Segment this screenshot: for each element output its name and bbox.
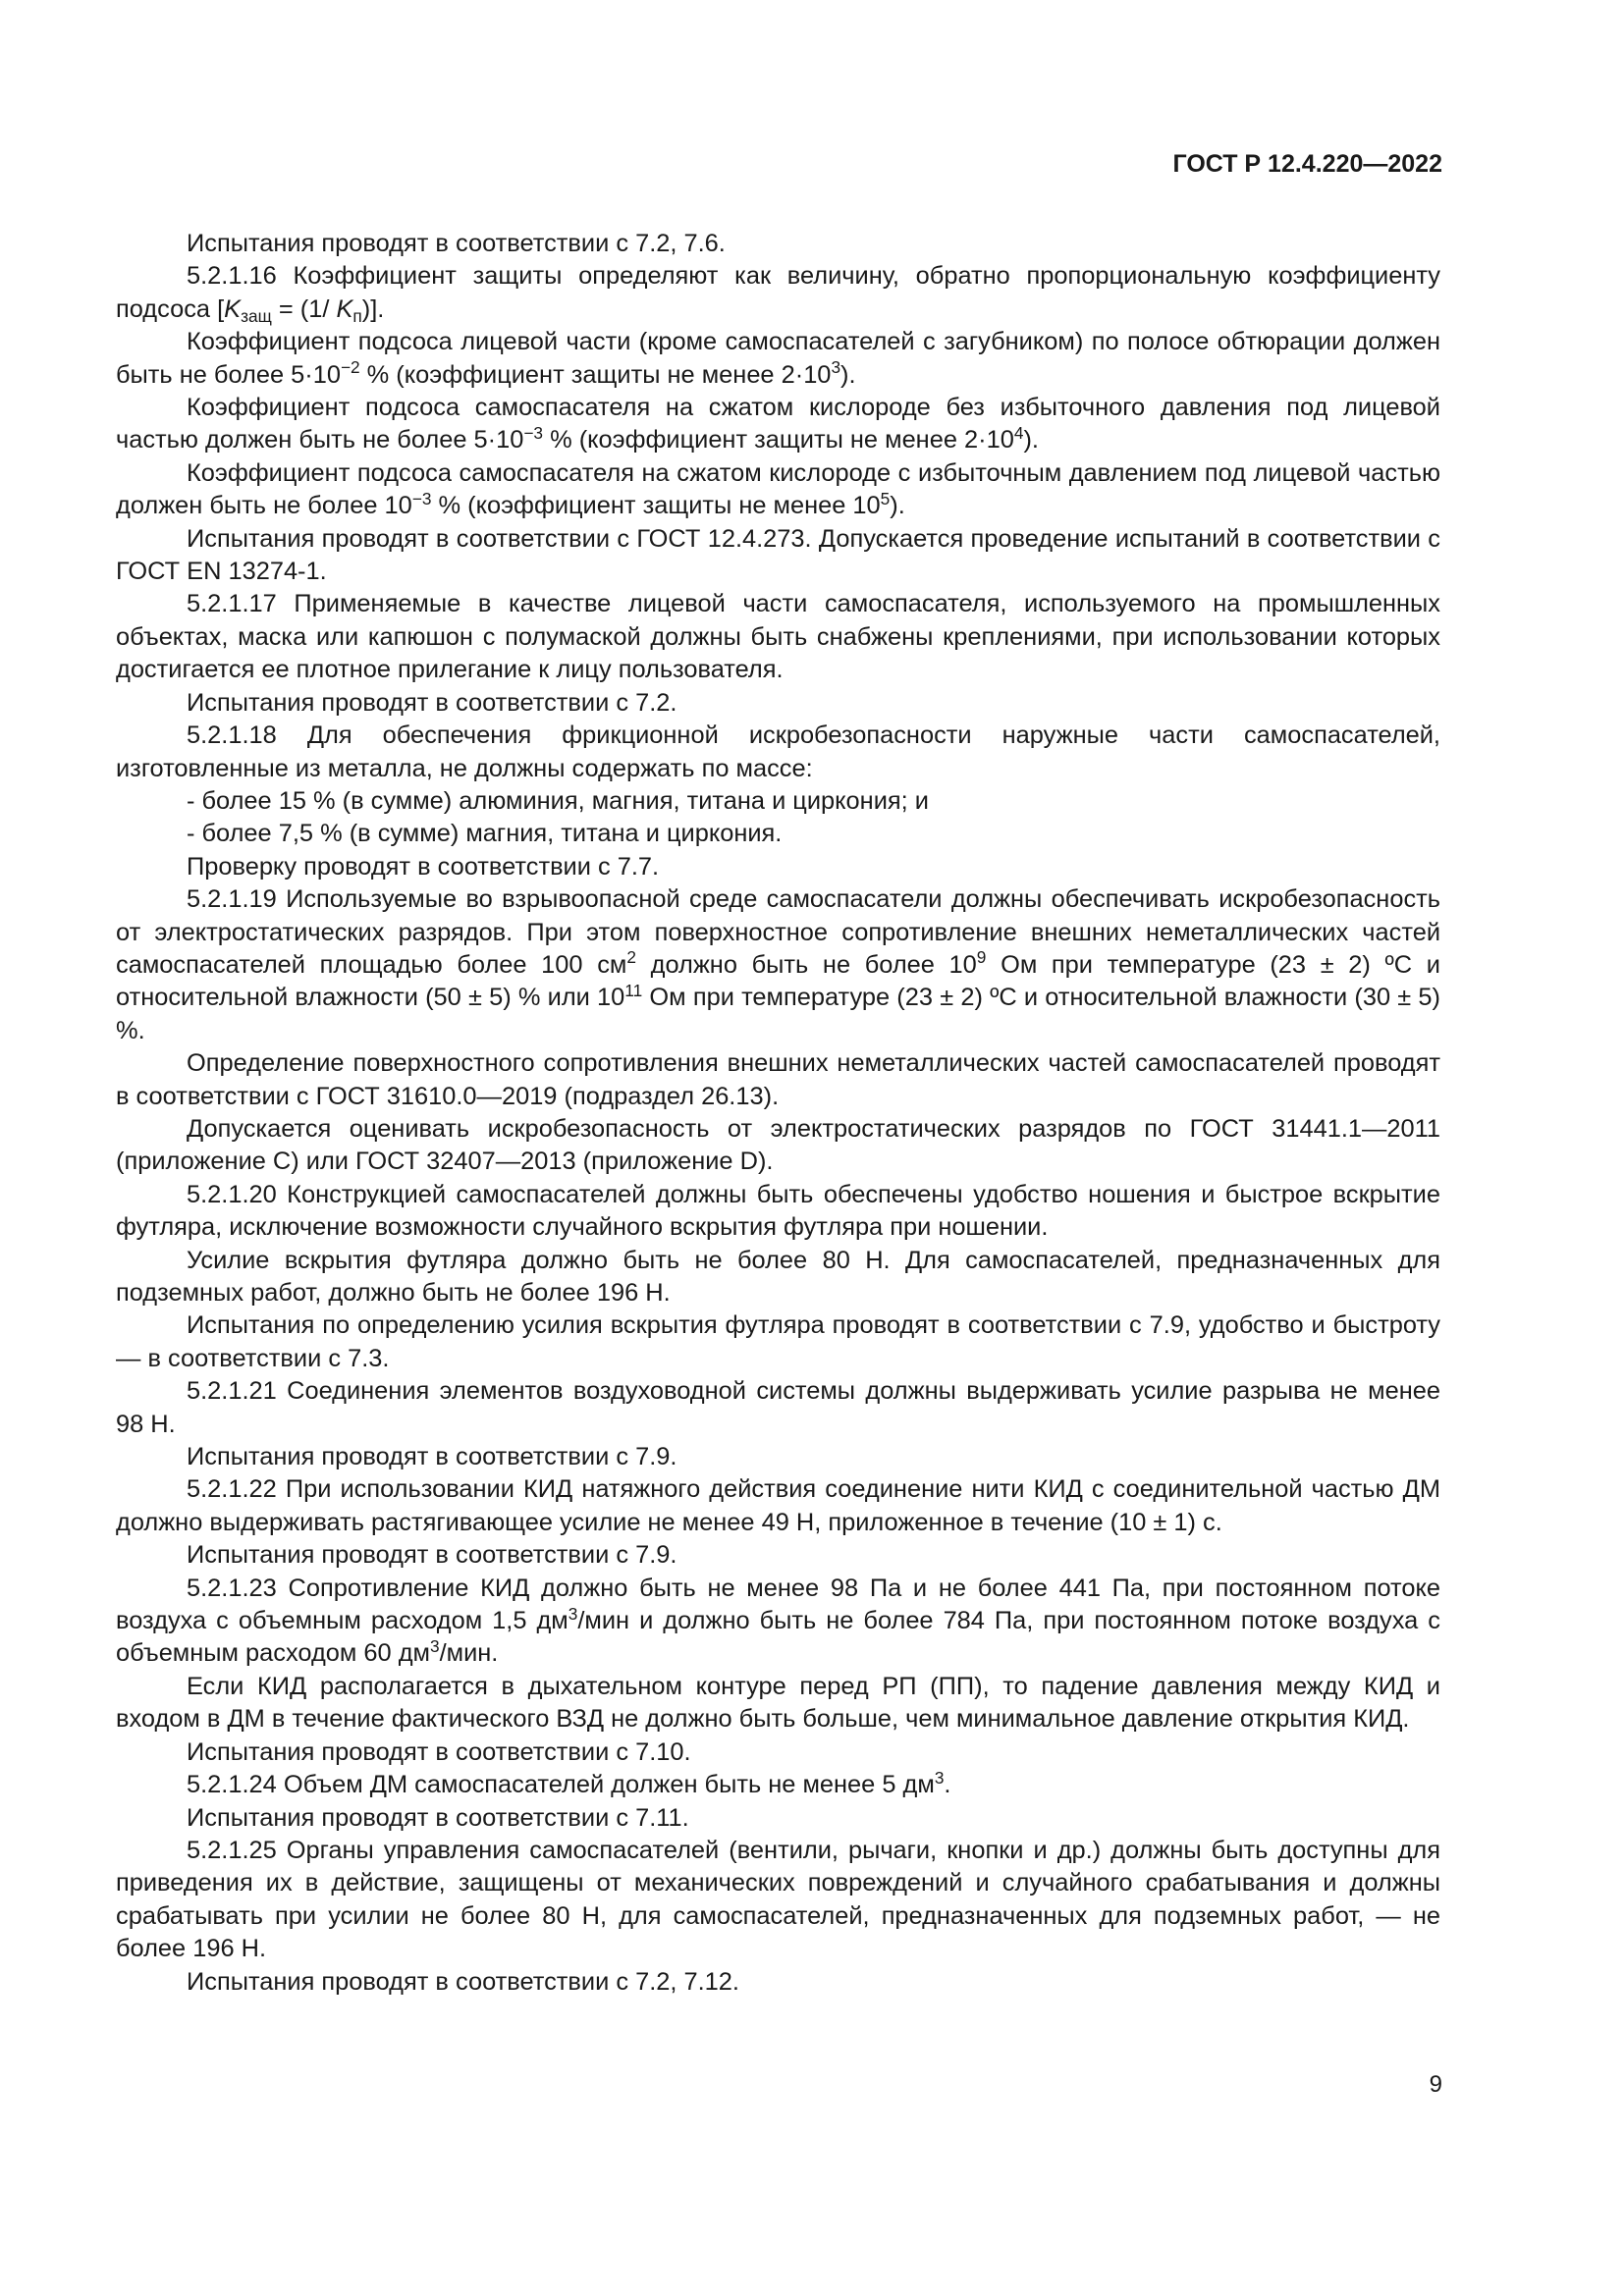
paragraph: Испытания проводят в соответствии с ГОСТ 12.4.273. Допускается проведение испытаний в соответствии с ГОСТ EN 13274-1. bbox=[116, 524, 1440, 586]
paragraph-5-2-1-18: 5.2.1.18 Для обеспечения фрикционной искробезопасности наружные части самоспасателей, изготовленные из металла, не должны содержать по массе: bbox=[116, 721, 1440, 782]
paragraph-5-2-1-21: 5.2.1.21 Соединения элементов воздуховодной системы должны выдерживать усилие разрыва не менее 98 Н. bbox=[116, 1377, 1440, 1438]
paragraph-5-2-1-24: 5.2.1.24 Объем ДМ самоспасателей должен быть не менее 5 $дм^3$. bbox=[187, 1767, 951, 1799]
paragraph: Испытания проводят в соответствии с 7.10. bbox=[187, 1737, 691, 1766]
paragraph: Испытания проводят в соответствии с 7.2. bbox=[187, 688, 677, 717]
paragraph: Испытания по определению усилия вскрытия футляра проводят в соответствии с 7.9, удобство и быстроту — в соответствии с 7.3. bbox=[116, 1311, 1440, 1372]
paragraph: Коэффициент подсоса самоспасателя на сжатом кислороде без избыточного давления под лицевой частью должен быть не более $5\cdot 10^{-3}$ % (коэффициент защиты не менее $2\cdot 10^4$). bbox=[116, 394, 1440, 454]
paragraph: Допускается оценивать искробезопасность от электростатических разрядов по ГОСТ 31441.1—2011 (приложение С) или ГОСТ 32407—2013 (приложение D). bbox=[116, 1114, 1440, 1176]
paragraph-5-2-1-23: 5.2.1.23 Сопротивление КИД должно быть не менее 98 Па и не более 441 Па, при постоянном потоке воздуха с объемным расходом 1,5 $дм^3$/мин и должно быть не более 784 Па, при постоянном потоке воздуха с объемным расходом 60 $дм^3$/мин. bbox=[116, 1574, 1440, 1668]
paragraph-5-2-1-19: 5.2.1.19 Используемые во взрывоопасной среде самоспасатели должны обеспечивать искробезопасность от электростатических разрядов. При этом поверхностное сопротивление внешних неметаллических частей самоспасателей площадью более 100 $см^2$ должно быть не более $10^9$ Ом при температуре (23 ± 2) ºС и относительной влажности (50 ± 5) % или $10^{11}$ Ом при температуре (23 ± 2) ºС и относительной влажности (30 ± 5) %. bbox=[116, 885, 1440, 1044]
document-body bbox=[116, 228, 1440, 1999]
list-item: - более 15 % (в сумме) алюминия, магния, титана и циркония; и bbox=[187, 786, 929, 815]
paragraph-5-2-1-16: 5.2.1.16 Коэффициент защиты определяют как величину, обратно пропорциональную коэффициенту подсоса [$K_{защ} = (1/$ $K_п$)]. bbox=[116, 262, 1440, 326]
paragraph: Проверку проводят в соответствии с 7.7. bbox=[187, 852, 660, 881]
paragraph-5-2-1-25: 5.2.1.25 Органы управления самоспасателей (вентили, рычаги, кнопки и др.) должны быть доступны для приведения их в действие, защищены от механических повреждений и случайного срабатывания и должны срабатывать при усилии не более 80 Н, для самоспасателей, предназначенных для подземных работ, — не более 196 Н. bbox=[116, 1836, 1440, 1963]
paragraph: Испытания проводят в соответствии с 7.2, 7.12. bbox=[187, 1967, 739, 1996]
paragraph: Усилие вскрытия футляра должно быть не более 80 Н. Для самоспасателей, предназначенных для подземных работ, должно быть не более 196 Н. bbox=[116, 1246, 1440, 1307]
paragraph: Коэффициент подсоса лицевой части (кроме самоспасателей с загубником) по полосе обтюрации должен быть не более $5\cdot 10^{-2}$ % (коэффициент защиты не менее $2\cdot 10^3$). bbox=[116, 328, 1440, 389]
paragraph-5-2-1-17: 5.2.1.17 Применяемые в качестве лицевой части самоспасателя, используемого на промышленных объектах, маска или капюшон с полумаской должны быть снабжены креплениями, при использовании которых достигается ее плотное прилегание к лицу пользователя. bbox=[116, 590, 1440, 684]
list-item: - более 7,5 % (в сумме) магния, титана и циркония. bbox=[187, 820, 783, 848]
page-number: 9 bbox=[1429, 2071, 1442, 2098]
paragraph: Коэффициент подсоса самоспасателя на сжатом кислороде с избыточным давлением под лицевой частью должен быть не более $10^{-3}$ % (коэффициент защиты не менее $10^5$). bbox=[116, 458, 1440, 520]
document-code-header: ГОСТ Р 12.4.220—2022 bbox=[1172, 150, 1442, 178]
paragraph-5-2-1-22: 5.2.1.22 При использовании КИД натяжного действия соединение нити КИД с соединительной частью ДМ должно выдерживать растягивающее усилие не менее 49 Н, приложенное в течение (10 ± 1) с. bbox=[116, 1475, 1440, 1536]
paragraph: Определение поверхностного сопротивления внешних неметаллических частей самоспасателей проводят в соответствии с ГОСТ 31610.0—2019 (подраздел 26.13). bbox=[116, 1049, 1440, 1110]
paragraph: Испытания проводят в соответствии с 7.9. bbox=[187, 1443, 677, 1471]
paragraph: Испытания проводят в соответствии с 7.9. bbox=[187, 1541, 677, 1570]
paragraph: Испытания проводят в соответствии с 7.11. bbox=[187, 1803, 689, 1832]
paragraph: Испытания проводят в соответствии с 7.2, 7.6. bbox=[187, 230, 726, 257]
paragraph: Если КИД располагается в дыхательном контуре перед РП (ПП), то падение давления между КИД и входом в ДМ в течение фактического ВЗД не должно быть больше, чем минимальное давление открытия КИД. bbox=[116, 1672, 1440, 1734]
paragraph-5-2-1-20: 5.2.1.20 Конструкцией самоспасателей должны быть обеспечены удобство ношения и быстрое вскрытие футляра, исключение возможности случайного вскрытия футляра при ношении. bbox=[116, 1180, 1440, 1242]
